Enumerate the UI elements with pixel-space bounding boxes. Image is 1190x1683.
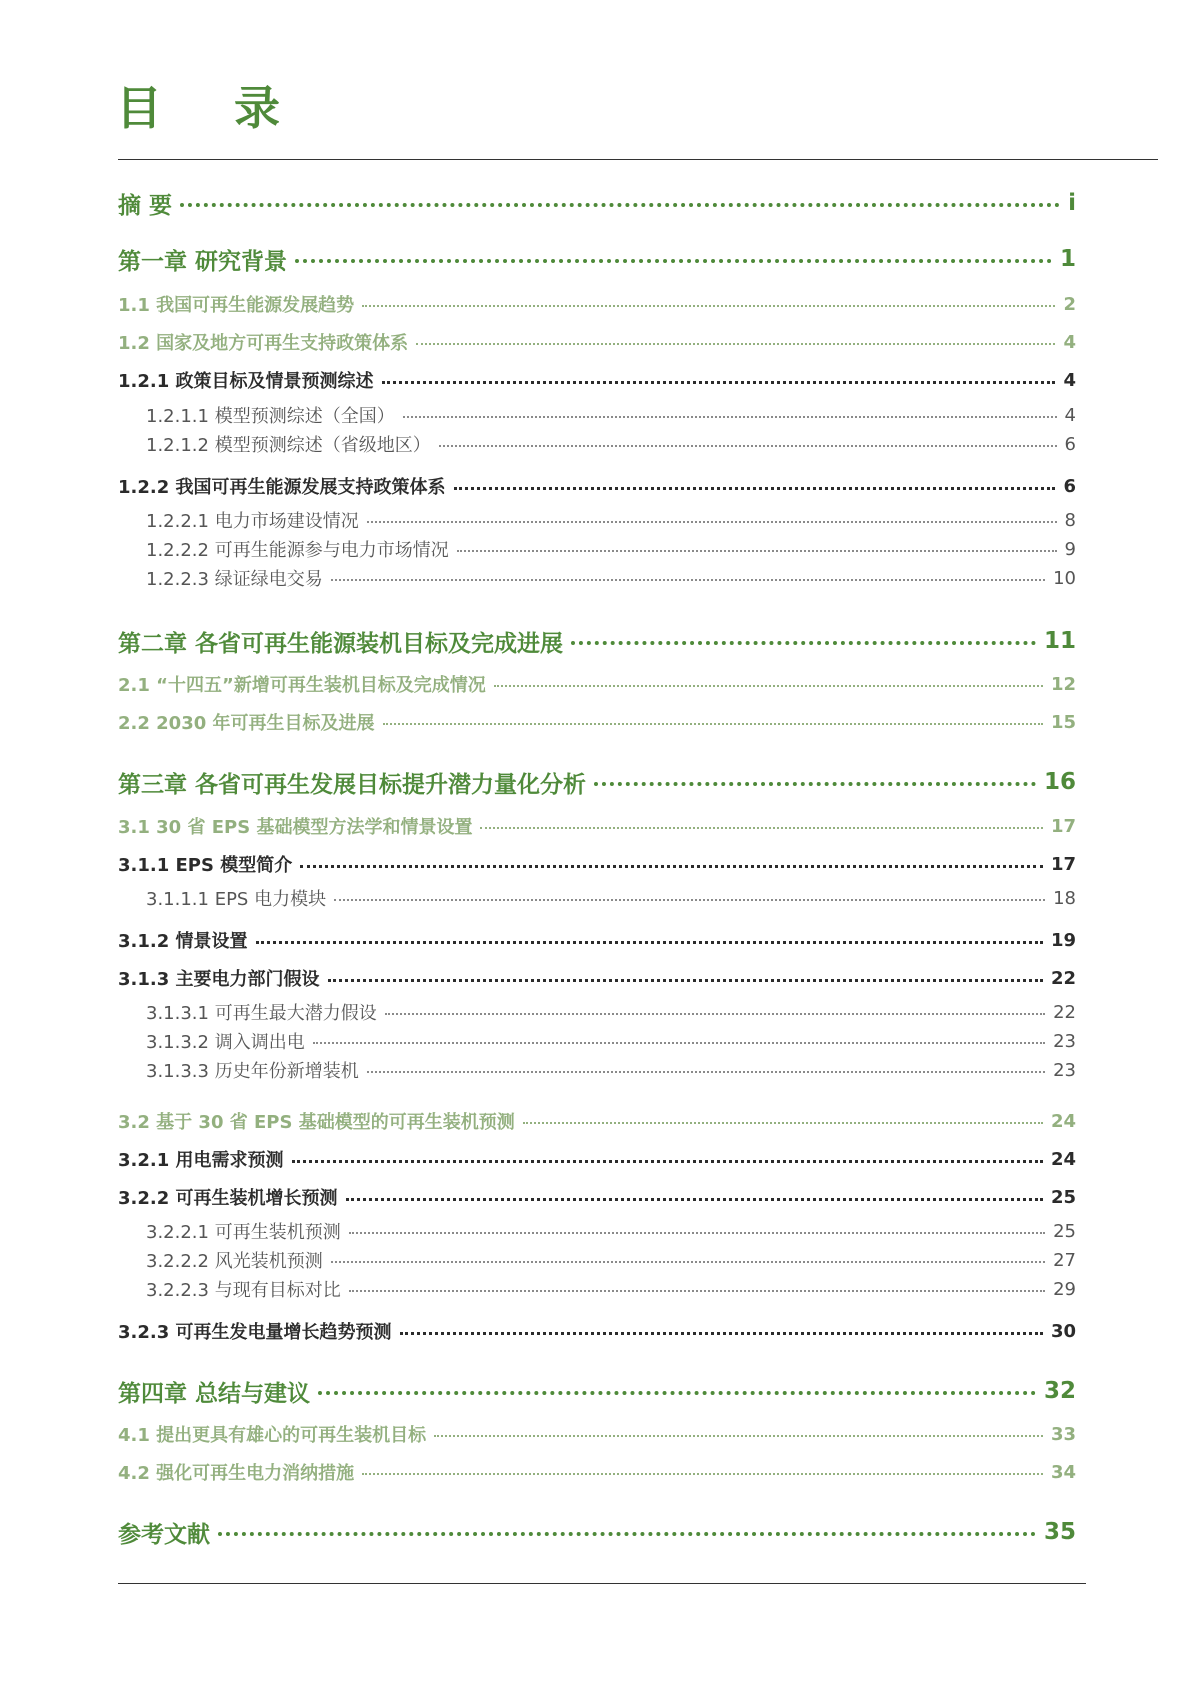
toc-page-number: 25 — [1053, 1220, 1076, 1242]
toc-entry-label: 第三章 各省可再生发展目标提升潜力量化分析 — [118, 771, 587, 798]
toc-entry-label: 4.2 强化可再生电力消纳措施 — [118, 1463, 355, 1484]
toc-entry[interactable] — [146, 1057, 1076, 1083]
toc-dot-leader — [382, 381, 1056, 384]
toc-entry-label: 第一章 研究背景 — [118, 248, 288, 275]
toc-dot-leader — [457, 550, 1057, 552]
toc-entry-label: 3.1.3.3 历史年份新增装机 — [146, 1061, 359, 1082]
toc-dot-leader — [318, 1391, 1036, 1395]
toc-entry[interactable] — [118, 850, 1076, 878]
toc-entry-label: 1.2.1 政策目标及情景预测综述 — [118, 371, 374, 392]
toc-entry-label: 3.2.2.1 可再生装机预测 — [146, 1222, 341, 1243]
toc-entry-label: 3.2.2 可再生装机增长预测 — [118, 1188, 338, 1209]
toc-entry-label: 3.1 30 省 EPS 基础模型方法学和情景设置 — [118, 817, 473, 838]
toc-page-number: 17 — [1050, 853, 1076, 875]
toc-entry[interactable] — [146, 402, 1076, 428]
toc-dot-leader — [313, 1042, 1045, 1044]
toc-dot-leader — [362, 1473, 1043, 1475]
toc-entry[interactable] — [146, 1247, 1076, 1273]
toc-entry-label: 2.1 “十四五”新增可再生装机目标及完成情况 — [118, 675, 486, 696]
toc-entry[interactable] — [118, 670, 1076, 698]
toc-dot-leader — [218, 1532, 1036, 1536]
bottom-divider — [118, 1583, 1086, 1584]
toc-entry[interactable] — [146, 507, 1076, 533]
toc-dot-leader — [292, 1160, 1043, 1163]
toc-page-number: i — [1068, 190, 1076, 216]
toc-entry-label: 2.2 2030 年可再生目标及进展 — [118, 713, 375, 734]
toc-dot-leader — [400, 1332, 1043, 1335]
toc-page-number: 29 — [1053, 1278, 1076, 1300]
toc-entry[interactable] — [146, 999, 1076, 1025]
toc-entry-label: 1.2.2.1 电力市场建设情况 — [146, 511, 359, 532]
toc-entry[interactable] — [118, 1458, 1076, 1486]
toc-dot-leader — [571, 641, 1036, 645]
toc-dot-leader — [349, 1232, 1045, 1234]
toc-page-number: 11 — [1043, 628, 1076, 654]
toc-entry[interactable] — [146, 1218, 1076, 1244]
toc-entry[interactable] — [146, 565, 1076, 591]
toc-dot-leader — [367, 1071, 1045, 1073]
toc-page-number: 4 — [1063, 369, 1076, 391]
toc-entry[interactable] — [118, 328, 1076, 356]
top-divider — [118, 159, 1158, 160]
toc-dot-leader — [523, 1122, 1043, 1124]
toc-dot-leader — [403, 416, 1057, 418]
toc-dot-leader — [385, 1013, 1045, 1015]
toc-dot-leader — [295, 259, 1052, 263]
toc-page-number: 1 — [1059, 246, 1076, 272]
toc-dot-leader — [328, 979, 1043, 982]
toc-entry-label: 4.1 提出更具有雄心的可再生装机目标 — [118, 1425, 427, 1446]
toc-entry[interactable] — [118, 1183, 1076, 1211]
toc-entry[interactable] — [118, 1145, 1076, 1173]
toc-page-number: 33 — [1050, 1423, 1076, 1445]
toc-dot-leader — [594, 782, 1036, 786]
toc-entry[interactable] — [118, 812, 1076, 840]
toc-dot-leader — [416, 343, 1055, 345]
toc-page-number: 32 — [1043, 1378, 1076, 1404]
toc-entry-label: 3.1.1.1 EPS 电力模块 — [146, 889, 327, 910]
toc-entry-label: 3.2.1 用电需求预测 — [118, 1150, 284, 1171]
toc-entry-label: 1.2.2 我国可再生能源发展支持政策体系 — [118, 477, 446, 498]
toc-page-number: 23 — [1053, 1030, 1076, 1052]
toc-entry[interactable] — [118, 765, 1076, 799]
toc-entry[interactable] — [146, 1028, 1076, 1054]
toc-page-number: 6 — [1063, 475, 1076, 497]
toc-page-number: 22 — [1050, 967, 1076, 989]
toc-entry-label: 3.2 基于 30 省 EPS 基础模型的可再生装机预测 — [118, 1112, 515, 1133]
toc-page-number: 24 — [1050, 1148, 1076, 1170]
toc-dot-leader — [434, 1435, 1043, 1437]
toc-page-number: 6 — [1064, 433, 1076, 455]
toc-entry[interactable] — [118, 290, 1076, 318]
toc-entry-label: 第二章 各省可再生能源装机目标及完成进展 — [118, 630, 564, 657]
toc-entry-label: 摘 要 — [118, 192, 173, 219]
toc-page-number: 35 — [1043, 1519, 1076, 1545]
toc-page-number: 2 — [1063, 293, 1076, 315]
toc-dot-leader — [346, 1198, 1043, 1201]
toc-page-number: 27 — [1053, 1249, 1076, 1271]
toc-entry[interactable] — [118, 1107, 1076, 1135]
toc-page-number: 18 — [1053, 887, 1076, 909]
toc-entry[interactable] — [146, 536, 1076, 562]
toc-entry-label: 1.2.2.2 可再生能源参与电力市场情况 — [146, 540, 449, 561]
toc-page-number: 4 — [1063, 331, 1076, 353]
toc-entry[interactable] — [118, 366, 1076, 394]
toc-dot-leader — [349, 1290, 1045, 1292]
toc-entry-label: 3.1.1 EPS 模型简介 — [118, 855, 293, 876]
toc-entry[interactable] — [146, 431, 1076, 457]
toc-entry[interactable] — [118, 708, 1076, 736]
toc-page-number: 10 — [1053, 567, 1076, 589]
toc-dot-leader — [367, 521, 1057, 523]
toc-page-number: 30 — [1050, 1320, 1076, 1342]
toc-entry[interactable] — [118, 964, 1076, 992]
toc-entry[interactable] — [118, 186, 1076, 220]
toc-entry[interactable] — [118, 1374, 1076, 1408]
toc-entry-label: 3.2.3 可再生发电量增长趋势预测 — [118, 1322, 392, 1343]
toc-dot-leader — [331, 1261, 1045, 1263]
toc-page-number: 9 — [1064, 538, 1076, 560]
toc-entry-label: 1.2.2.3 绿证绿电交易 — [146, 569, 323, 590]
toc-entry[interactable] — [118, 472, 1076, 500]
toc-entry-label: 3.1.3.2 调入调出电 — [146, 1032, 305, 1053]
toc-entry-label: 3.2.2.3 与现有目标对比 — [146, 1280, 341, 1301]
toc-page-number: 25 — [1050, 1186, 1076, 1208]
toc-entry[interactable] — [118, 1420, 1076, 1448]
toc-entry[interactable] — [118, 926, 1076, 954]
toc-entry[interactable] — [118, 624, 1076, 658]
toc-page-number: 17 — [1050, 815, 1076, 837]
toc-entry-label: 3.1.3 主要电力部门假设 — [118, 969, 320, 990]
toc-page-number: 22 — [1053, 1001, 1076, 1023]
toc-entry-label: 1.2.1.1 模型预测综述（全国） — [146, 406, 395, 427]
toc-entry-label: 3.2.2.2 风光装机预测 — [146, 1251, 323, 1272]
toc-entry[interactable] — [118, 1515, 1076, 1549]
toc-dot-leader — [383, 723, 1043, 725]
toc-page-number: 23 — [1053, 1059, 1076, 1081]
toc-page-number: 4 — [1064, 404, 1076, 426]
toc-entry-label: 3.1.2 情景设置 — [118, 931, 248, 952]
toc-entry[interactable] — [118, 1317, 1076, 1345]
toc-page-number: 34 — [1050, 1461, 1076, 1483]
toc-entry-label: 3.1.3.1 可再生最大潜力假设 — [146, 1003, 377, 1024]
toc-page-number: 15 — [1050, 711, 1076, 733]
toc-page-number: 12 — [1050, 673, 1076, 695]
toc-page-number: 8 — [1064, 509, 1076, 531]
toc-entry-label: 1.2 国家及地方可再生支持政策体系 — [118, 333, 409, 354]
toc-entry[interactable] — [146, 1276, 1076, 1302]
toc-entry-label: 1.1 我国可再生能源发展趋势 — [118, 295, 355, 316]
toc-dot-leader — [331, 579, 1045, 581]
toc-dot-leader — [256, 941, 1043, 944]
toc-page-number: 16 — [1043, 769, 1076, 795]
toc-dot-leader — [494, 685, 1043, 687]
toc-dot-leader — [180, 203, 1060, 207]
toc-entry-label: 参考文献 — [118, 1521, 210, 1548]
toc-dot-leader — [362, 305, 1055, 307]
toc-dot-leader — [439, 445, 1057, 447]
toc-dot-leader — [454, 487, 1056, 490]
toc-entry[interactable] — [118, 242, 1076, 276]
toc-dot-leader — [300, 865, 1043, 868]
toc-entry-label: 1.2.1.2 模型预测综述（省级地区） — [146, 435, 431, 456]
toc-entry[interactable] — [146, 885, 1076, 911]
toc-entry-label: 第四章 总结与建议 — [118, 1380, 311, 1407]
toc-page-number: 19 — [1050, 929, 1076, 951]
toc-page-number: 24 — [1050, 1110, 1076, 1132]
toc-dot-leader — [334, 899, 1045, 901]
page-title: 目 录 — [116, 81, 309, 135]
toc-dot-leader — [480, 827, 1042, 829]
